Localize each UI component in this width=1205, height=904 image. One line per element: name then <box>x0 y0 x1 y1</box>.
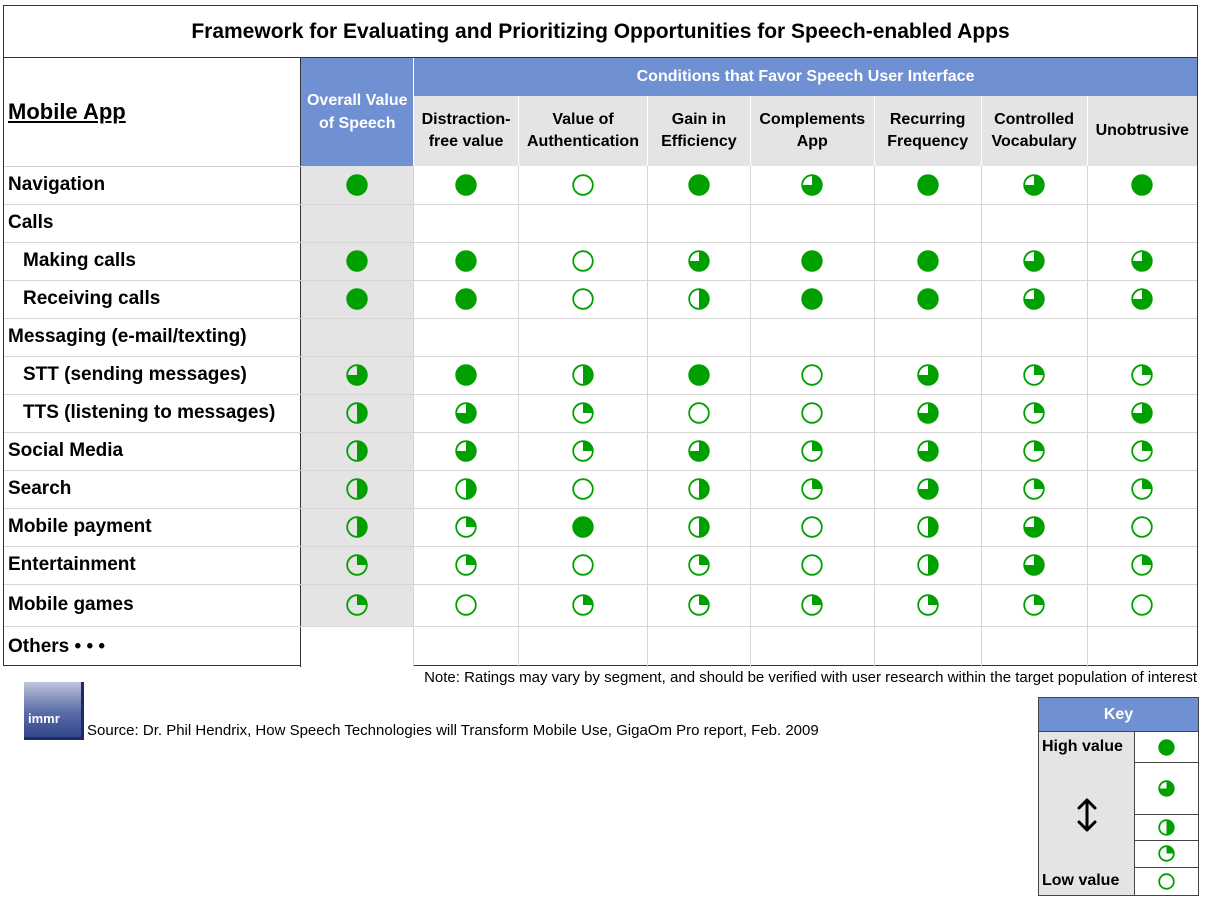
column-header: Unobtrusive <box>1087 96 1197 166</box>
rating-cell <box>981 204 1087 242</box>
harvey-ball-icon <box>455 174 477 196</box>
harvey-ball-icon <box>917 250 939 272</box>
harvey-ball-icon <box>346 250 368 272</box>
rating-cell <box>414 318 519 356</box>
harvey-ball-icon <box>1023 174 1045 196</box>
rating-cell <box>750 470 874 508</box>
harvey-ball-icon <box>1023 516 1045 538</box>
harvey-ball-icon <box>1131 250 1153 272</box>
rating-cell <box>1087 356 1197 394</box>
rating-cell <box>981 166 1087 204</box>
harvey-ball-icon <box>917 174 939 196</box>
column-header: Gain in Efficiency <box>647 96 750 166</box>
rating-cell <box>750 318 874 356</box>
rating-cell <box>750 626 874 667</box>
harvey-ball-icon <box>572 250 594 272</box>
harvey-ball-icon <box>455 402 477 424</box>
harvey-ball-icon <box>455 440 477 462</box>
harvey-ball-icon <box>1158 873 1175 890</box>
rating-cell <box>647 242 750 280</box>
harvey-ball-icon <box>455 288 477 310</box>
harvey-ball-icon <box>1023 288 1045 310</box>
key-low-label: Low value <box>1039 867 1135 895</box>
rating-cell <box>981 318 1087 356</box>
rating-cell <box>414 470 519 508</box>
rating-cell <box>981 508 1087 546</box>
rating-cell <box>750 242 874 280</box>
rating-cell <box>1087 626 1197 667</box>
harvey-ball-icon <box>455 554 477 576</box>
overall-rating-cell <box>301 356 414 394</box>
key-high-label: High value <box>1039 732 1135 762</box>
rating-cell <box>414 394 519 432</box>
harvey-ball-icon <box>572 402 594 424</box>
rating-cell <box>519 318 648 356</box>
rating-cell <box>519 584 648 626</box>
harvey-ball-icon <box>1158 819 1175 836</box>
rating-cell <box>1087 280 1197 318</box>
harvey-ball-icon <box>346 478 368 500</box>
column-header: Controlled Vocabulary <box>981 96 1087 166</box>
harvey-ball-icon <box>1131 516 1153 538</box>
harvey-ball-icon <box>346 364 368 386</box>
rating-cell <box>647 394 750 432</box>
rating-cell <box>414 242 519 280</box>
rating-cell <box>874 204 981 242</box>
rating-cell <box>519 470 648 508</box>
rating-cell <box>647 204 750 242</box>
harvey-ball-icon <box>917 440 939 462</box>
harvey-ball-icon <box>572 174 594 196</box>
table-row <box>4 280 1197 318</box>
table-row <box>4 204 1197 242</box>
up-down-arrow-icon <box>1039 762 1135 867</box>
rating-cell <box>519 394 648 432</box>
column-header: Recurring Frequency <box>874 96 981 166</box>
rating-cell <box>981 626 1087 667</box>
row-label: Others • • • <box>4 626 301 667</box>
rating-cell <box>874 470 981 508</box>
mobile-app-header: Mobile App <box>4 58 301 166</box>
rating-cell <box>1087 508 1197 546</box>
rating-cell <box>1087 166 1197 204</box>
table-row <box>4 242 1197 280</box>
harvey-ball-icon <box>917 516 939 538</box>
source-citation: Source: Dr. Phil Hendrix, How Speech Technologies will Transform Mobile Use, GigaOm Pro report, Feb. 2009 <box>87 722 819 739</box>
page-title: Framework for Evaluating and Prioritizing Opportunities for Speech-enabled Apps <box>4 6 1197 58</box>
table-row <box>4 470 1197 508</box>
rating-cell <box>414 432 519 470</box>
rating-cell <box>1087 204 1197 242</box>
overall-rating-cell <box>301 470 414 508</box>
rating-cell <box>981 356 1087 394</box>
key-title: Key <box>1039 698 1198 732</box>
row-label: STT (sending messages) <box>4 356 301 394</box>
harvey-ball-icon <box>1023 478 1045 500</box>
harvey-ball-icon <box>801 288 823 310</box>
rating-cell <box>647 356 750 394</box>
harvey-ball-icon <box>572 288 594 310</box>
harvey-ball-icon <box>801 174 823 196</box>
rating-cell <box>750 546 874 584</box>
key-legend <box>1038 697 1199 896</box>
key-dot-level-1 <box>1135 840 1198 867</box>
harvey-ball-icon <box>572 516 594 538</box>
rating-cell <box>750 280 874 318</box>
harvey-ball-icon <box>1131 440 1153 462</box>
harvey-ball-icon <box>688 440 710 462</box>
harvey-ball-icon <box>1131 288 1153 310</box>
rating-cell <box>647 432 750 470</box>
rating-cell <box>874 318 981 356</box>
rating-cell <box>1087 318 1197 356</box>
rating-cell <box>414 166 519 204</box>
harvey-ball-icon <box>346 402 368 424</box>
rating-cell <box>981 546 1087 584</box>
harvey-ball-icon <box>572 440 594 462</box>
harvey-ball-icon <box>1131 174 1153 196</box>
framework-table-frame <box>3 5 1198 666</box>
harvey-ball-icon <box>688 364 710 386</box>
rating-cell <box>414 204 519 242</box>
harvey-ball-icon <box>455 364 477 386</box>
harvey-ball-icon <box>801 516 823 538</box>
table-row <box>4 432 1197 470</box>
harvey-ball-icon <box>801 554 823 576</box>
rating-cell <box>874 394 981 432</box>
rating-cell <box>750 204 874 242</box>
row-label: Receiving calls <box>4 280 301 318</box>
harvey-ball-icon <box>801 250 823 272</box>
rating-cell <box>1087 242 1197 280</box>
row-label: Mobile games <box>4 584 301 626</box>
harvey-ball-icon <box>346 440 368 462</box>
ratings-note: Note: Ratings may vary by segment, and should be verified with user research within the target population of interest <box>424 669 1197 686</box>
harvey-ball-icon <box>688 554 710 576</box>
row-label: Messaging (e-mail/texting) <box>4 318 301 356</box>
harvey-ball-icon <box>572 594 594 616</box>
rating-cell <box>647 508 750 546</box>
harvey-ball-icon <box>1023 440 1045 462</box>
key-dot-level-3 <box>1135 762 1198 814</box>
harvey-ball-icon <box>1131 594 1153 616</box>
rating-cell <box>519 280 648 318</box>
harvey-ball-icon <box>917 364 939 386</box>
rating-cell <box>414 626 519 667</box>
harvey-ball-icon <box>1023 594 1045 616</box>
harvey-ball-icon <box>1131 554 1153 576</box>
rating-cell <box>414 584 519 626</box>
row-label: Social Media <box>4 432 301 470</box>
rating-cell <box>981 242 1087 280</box>
overall-value-header: Overall Value of Speech <box>301 58 414 166</box>
rating-cell <box>874 166 981 204</box>
rating-cell <box>647 280 750 318</box>
rating-cell <box>750 508 874 546</box>
rating-cell <box>874 242 981 280</box>
rating-cell <box>519 356 648 394</box>
rating-cell <box>519 546 648 584</box>
rating-cell <box>1087 432 1197 470</box>
key-dot-low <box>1135 867 1198 895</box>
overall-rating-cell <box>301 394 414 432</box>
rating-cell <box>981 394 1087 432</box>
harvey-ball-icon <box>917 478 939 500</box>
harvey-ball-icon <box>572 364 594 386</box>
rating-cell <box>414 546 519 584</box>
harvey-ball-icon <box>1158 739 1175 756</box>
row-label: Mobile payment <box>4 508 301 546</box>
rating-cell <box>647 626 750 667</box>
harvey-ball-icon <box>688 478 710 500</box>
table-row <box>4 546 1197 584</box>
rating-cell <box>414 356 519 394</box>
column-header: Complements App <box>750 96 874 166</box>
harvey-ball-icon <box>1023 250 1045 272</box>
overall-rating-cell <box>301 626 414 667</box>
harvey-ball-icon <box>917 594 939 616</box>
table-row <box>4 356 1197 394</box>
rating-cell <box>519 242 648 280</box>
overall-rating-cell <box>301 242 414 280</box>
row-label: Calls <box>4 204 301 242</box>
overall-rating-cell <box>301 204 414 242</box>
harvey-ball-icon <box>455 594 477 616</box>
harvey-ball-icon <box>346 516 368 538</box>
table-row <box>4 166 1197 204</box>
rating-cell <box>647 166 750 204</box>
rating-cell <box>519 432 648 470</box>
rating-cell <box>750 394 874 432</box>
harvey-ball-icon <box>572 554 594 576</box>
rating-cell <box>874 356 981 394</box>
key-dot-high <box>1135 732 1198 762</box>
table-row <box>4 626 1197 667</box>
row-label: Entertainment <box>4 546 301 584</box>
harvey-ball-icon <box>1023 402 1045 424</box>
rating-cell <box>1087 394 1197 432</box>
harvey-ball-icon <box>917 402 939 424</box>
harvey-ball-icon <box>801 478 823 500</box>
harvey-ball-icon <box>455 516 477 538</box>
rating-cell <box>414 280 519 318</box>
rating-cell <box>750 166 874 204</box>
immr-logo <box>24 682 84 740</box>
harvey-ball-icon <box>801 364 823 386</box>
harvey-ball-icon <box>801 402 823 424</box>
rating-cell <box>874 584 981 626</box>
rating-cell <box>1087 584 1197 626</box>
conditions-header: Conditions that Favor Speech User Interface <box>414 58 1197 96</box>
overall-rating-cell <box>301 166 414 204</box>
harvey-ball-icon <box>1158 780 1175 797</box>
rating-cell <box>519 508 648 546</box>
rating-cell <box>519 166 648 204</box>
key-dot-level-2 <box>1135 814 1198 840</box>
rating-cell <box>647 318 750 356</box>
harvey-ball-icon <box>801 594 823 616</box>
harvey-ball-icon <box>688 288 710 310</box>
harvey-ball-icon <box>801 440 823 462</box>
overall-rating-cell <box>301 432 414 470</box>
harvey-ball-icon <box>688 402 710 424</box>
rating-cell <box>519 204 648 242</box>
harvey-ball-icon <box>1158 845 1175 862</box>
harvey-ball-icon <box>346 594 368 616</box>
rating-cell <box>1087 470 1197 508</box>
rating-cell <box>981 470 1087 508</box>
harvey-ball-icon <box>688 250 710 272</box>
overall-rating-cell <box>301 508 414 546</box>
rating-cell <box>750 356 874 394</box>
overall-rating-cell <box>301 280 414 318</box>
rating-cell <box>874 432 981 470</box>
rating-cell <box>874 626 981 667</box>
harvey-ball-icon <box>346 554 368 576</box>
ratings-table <box>4 58 1197 667</box>
rating-cell <box>750 584 874 626</box>
row-label: Making calls <box>4 242 301 280</box>
overall-rating-cell <box>301 584 414 626</box>
rating-cell <box>874 546 981 584</box>
column-header: Value of Authentication <box>519 96 648 166</box>
harvey-ball-icon <box>917 554 939 576</box>
rating-cell <box>981 432 1087 470</box>
harvey-ball-icon <box>455 478 477 500</box>
harvey-ball-icon <box>346 174 368 196</box>
rating-cell <box>874 508 981 546</box>
harvey-ball-icon <box>917 288 939 310</box>
rating-cell <box>647 584 750 626</box>
table-row <box>4 508 1197 546</box>
overall-rating-cell <box>301 546 414 584</box>
logo-text: immr <box>28 711 60 726</box>
harvey-ball-icon <box>1023 364 1045 386</box>
rating-cell <box>750 432 874 470</box>
rating-cell <box>647 546 750 584</box>
rating-cell <box>1087 546 1197 584</box>
harvey-ball-icon <box>1131 402 1153 424</box>
rating-cell <box>519 626 648 667</box>
rating-cell <box>874 280 981 318</box>
overall-rating-cell <box>301 318 414 356</box>
harvey-ball-icon <box>572 478 594 500</box>
row-label: Navigation <box>4 166 301 204</box>
row-label: Search <box>4 470 301 508</box>
rating-cell <box>981 584 1087 626</box>
harvey-ball-icon <box>1131 364 1153 386</box>
harvey-ball-icon <box>1023 554 1045 576</box>
harvey-ball-icon <box>688 516 710 538</box>
harvey-ball-icon <box>346 288 368 310</box>
harvey-ball-icon <box>688 174 710 196</box>
harvey-ball-icon <box>688 594 710 616</box>
harvey-ball-icon <box>1131 478 1153 500</box>
table-row <box>4 584 1197 626</box>
rating-cell <box>414 508 519 546</box>
harvey-ball-icon <box>455 250 477 272</box>
table-row <box>4 394 1197 432</box>
column-header: Distraction-free value <box>414 96 519 166</box>
rating-cell <box>647 470 750 508</box>
row-label: TTS (listening to messages) <box>4 394 301 432</box>
table-row <box>4 318 1197 356</box>
rating-cell <box>981 280 1087 318</box>
